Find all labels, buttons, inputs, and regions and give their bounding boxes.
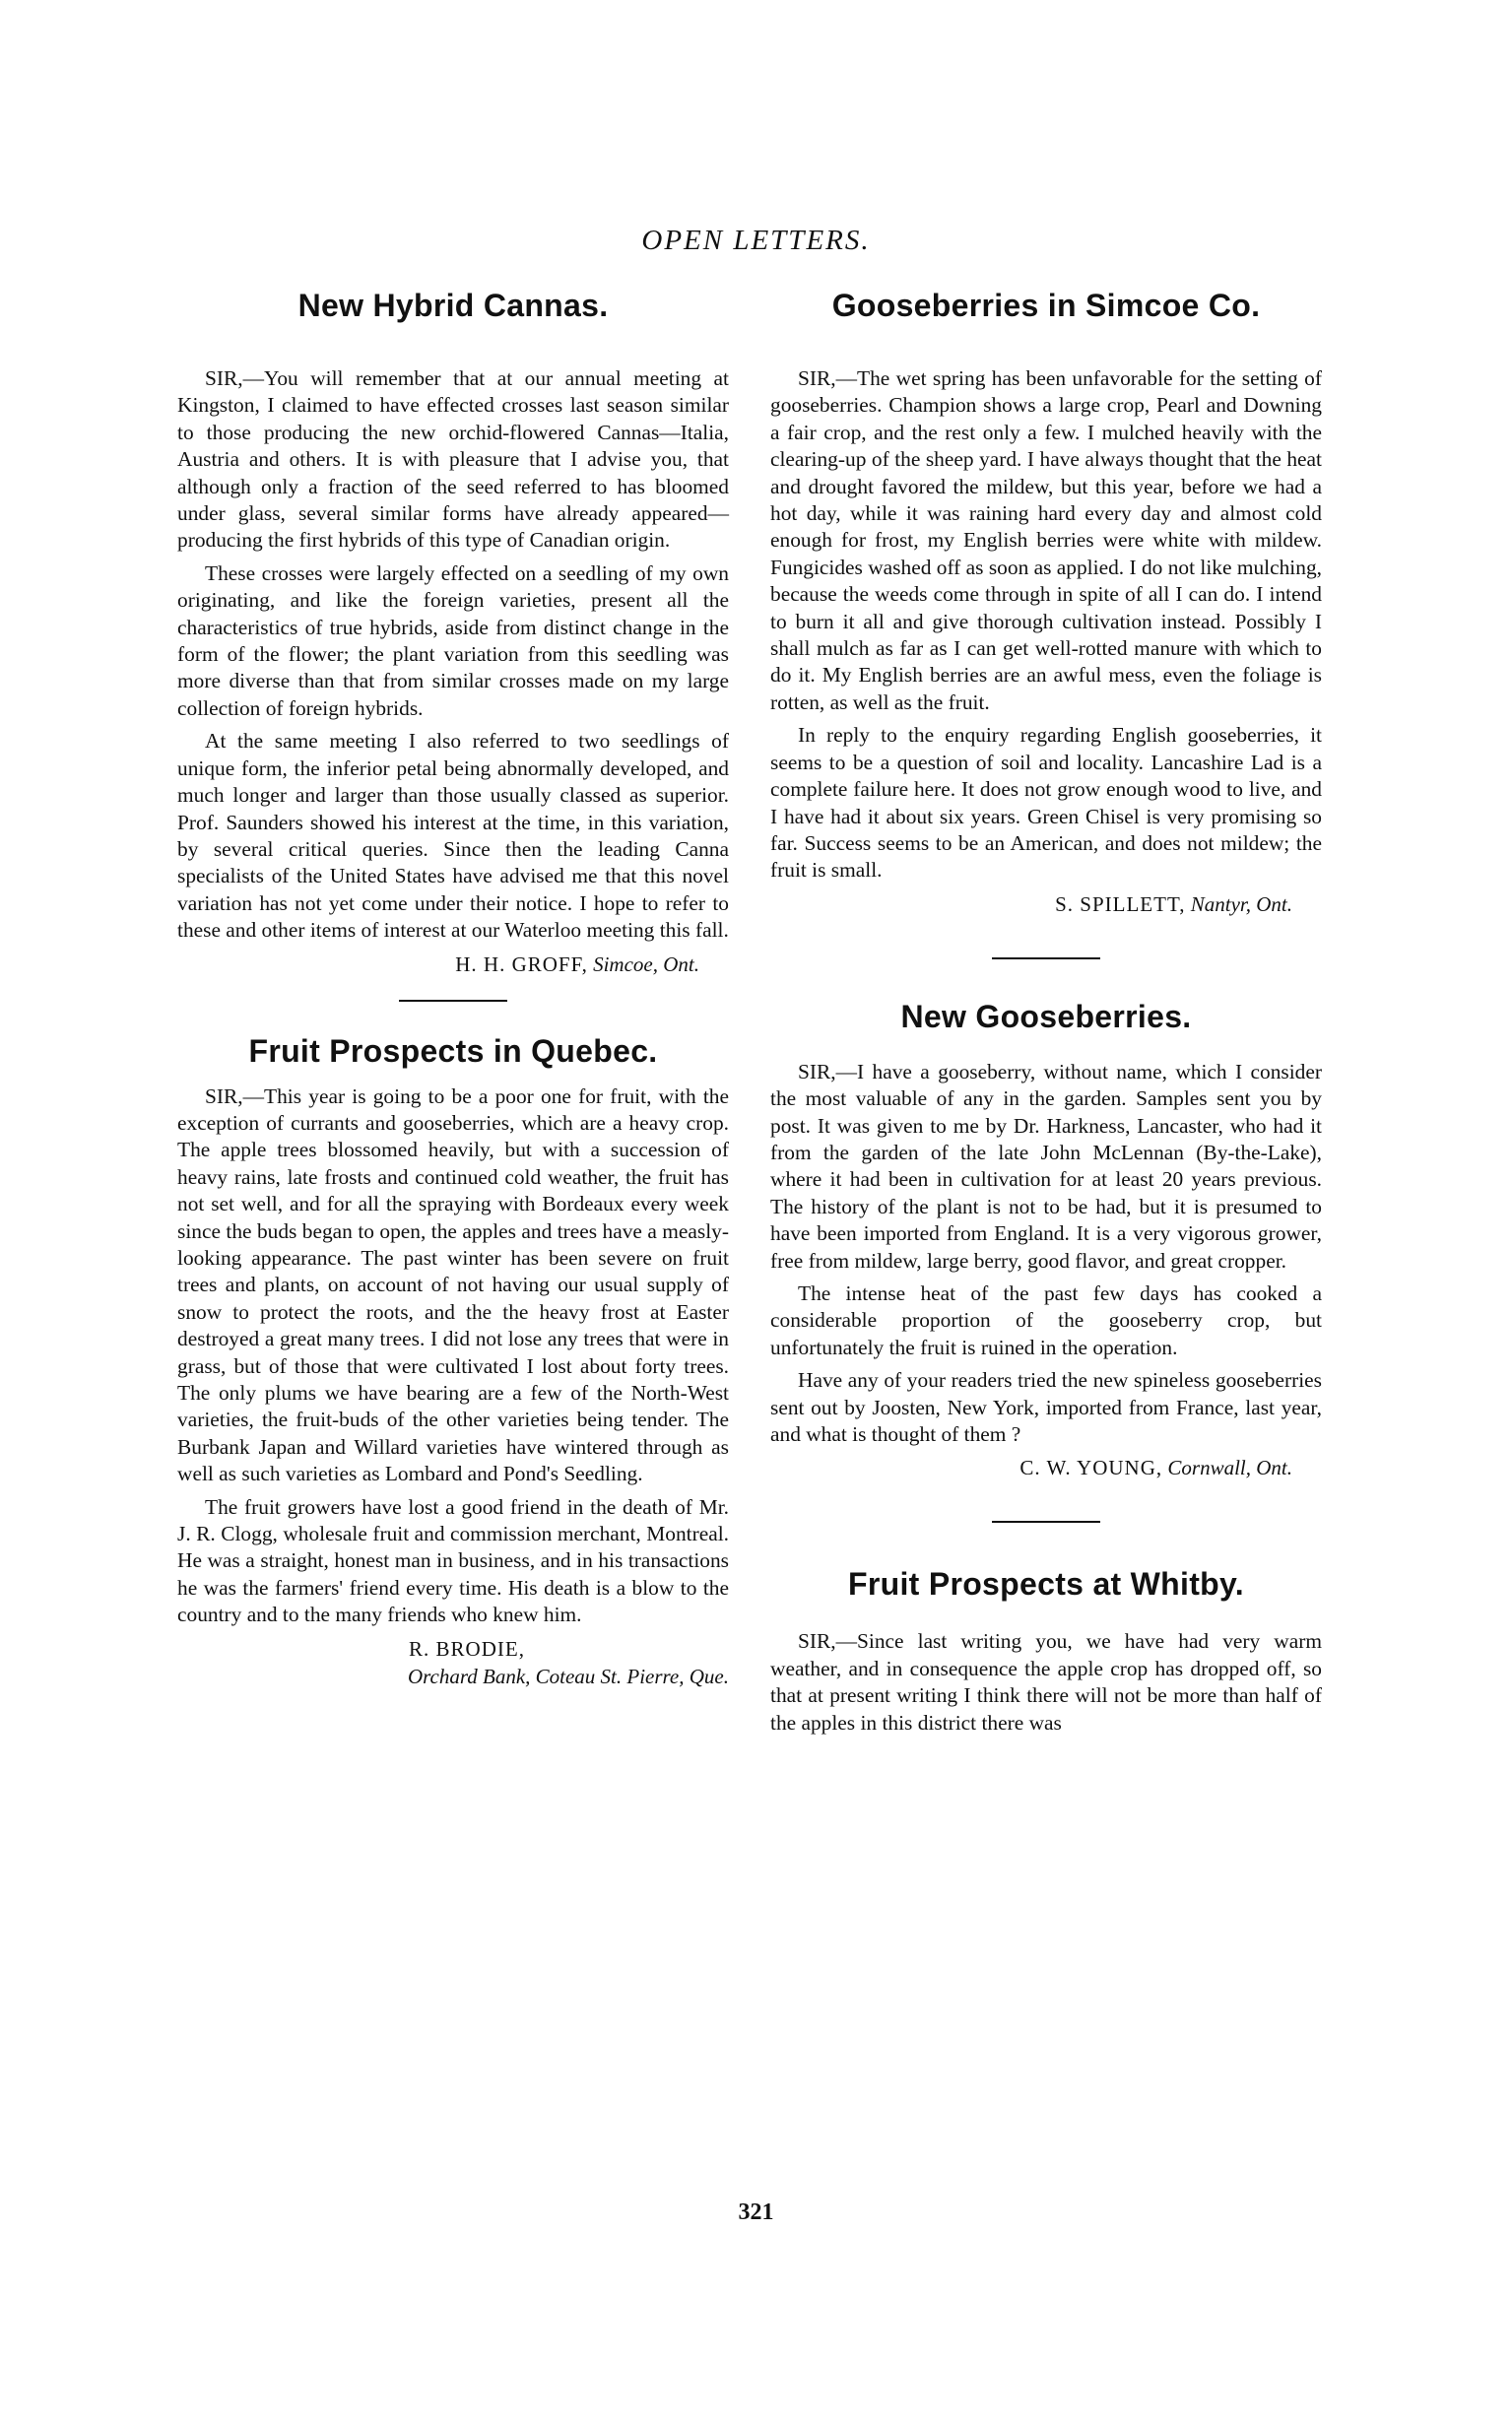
article-new-gooseberries (770, 999, 1322, 1482)
article-title: Fruit Prospects in Quebec. (248, 1032, 658, 1069)
article-gooseberries-simcoe (770, 288, 1322, 918)
article-paragraph: SIR,—I have a gooseberry, without name, which I consider the most valuable of any in the garden. Samples sent you by post. It was given to me by Dr. Harkness, Lancaster, who had it from the garden of the late John McLennan (By-the-Lake), where it had been in cultivation for at least 20 years previous. The history of the plant is not to be had, but it is presumed to have been imported from England. It is a very vigorous grower, free from mildew, large berry, good flavor, and great cropper. (770, 1059, 1322, 1273)
right-column (770, 288, 1322, 1742)
article-paragraph: The intense heat of the past few days has cooked a considerable proportion of the gooseberry crop, but unfortunately the fruit is ruined in the operation. (770, 1280, 1322, 1359)
signature-name: C. W. YOUNG, (1019, 1456, 1163, 1480)
signature-name: R. BRODIE, (409, 1636, 525, 1661)
signature-name: H. H. GROFF, (455, 952, 588, 976)
article-title: Gooseberries in Simcoe Co. (831, 288, 1261, 323)
signature-place: Orchard Bank, Coteau St. Pierre, Que. (407, 1664, 729, 1688)
article-signature (770, 1454, 1322, 1481)
section-divider (992, 1521, 1100, 1523)
article-signature (177, 1635, 729, 1663)
section-divider (399, 1000, 507, 1002)
signature-name: S. SPILLETT, (1055, 891, 1186, 916)
article-title: New Hybrid Cannas. (297, 288, 609, 323)
page-number: 321 (738, 2199, 774, 2225)
article-paragraph: In reply to the enquiry regarding English gooseberries, it seems to be a question of soil and locality. Lancashire Lad is a complete failure here. It does not grow enough wood to live, and I have had it about six years. Green Chisel is very promising so far. Success seems to be an American, and does not mildew; the fruit is small. (770, 723, 1322, 883)
article-paragraph: Have any of your readers tried the new spineless gooseberries sent out by Joosten, New York, imported from France, last year, and what is thought of them ? (770, 1368, 1322, 1446)
article-fruit-prospects-quebec (177, 1033, 729, 1690)
signature-place: Cornwall, Ont. (1167, 1456, 1292, 1480)
article-paragraph: The fruit growers have lost a good friend in the death of Mr. J. R. Clogg, wholesale fruit and commission merchant, Montreal. He was a straight, honest man in business, and in his transactions he was the farmers' friend every time. His death is a blow to the country and to the many friends who knew him. (177, 1494, 729, 1627)
article-title: Fruit Prospects at Whitby. (848, 1566, 1244, 1603)
article-fruit-prospects-whitby (770, 1566, 1322, 1737)
running-head: OPEN LETTERS. (641, 225, 871, 256)
signature-place: Simcoe, Ont. (593, 952, 699, 976)
article-paragraph: SIR,—You will remember that at our annual meeting at Kingston, I claimed to have effected crosses last season similar to those producing the new orchid-flowered Cannas—Italia, Austria and others. It is with pleasure that I advise you, that although only a fraction of the seed referred to has bloomed under glass, several similar forms have already appeared—producing the first hybrids of this type of Canadian origin. (177, 366, 729, 553)
article-signature (177, 951, 729, 978)
section-divider (992, 957, 1100, 959)
article-paragraph: At the same meeting I also referred to two seedlings of unique form, the inferior petal being abnormally developed, and much longer and larger than those usually classed as superior. Prof. Saunders showed his interest at the time, in this variation, by several critical queries. Since then the leading Canna specialists of the United States have advised me that this novel variation has not yet come under their notice. I hope to refer to these and other items of interest at our Waterloo meeting this fall. (177, 729, 729, 943)
article-paragraph: These crosses were largely effected on a seedling of my own originating, and like the foreign varieties, present all the characteristics of true hybrids, aside from distinct change in the form of the flower; the plant variation from this seedling was more diverse than that from similar crosses made on my large collection of foreign hybrids. (177, 560, 729, 720)
signature-place: Nantyr, Ont. (1190, 891, 1292, 916)
article-paragraph: SIR,—This year is going to be a poor one for fruit, with the exception of currants and gooseberries, which are a heavy crop. The apple trees blossomed heavily, but with a succession of heavy rains, late frosts and continued cold weather, the fruit has not set well, and for all the spraying with Bordeaux every week since the buds began to open, the apples and trees have a measly-looking appearance. The past winter has been severe on fruit trees and plants, on account of not having our usual supply of snow to protect the roots, and the the heavy frost at Easter destroyed a great many trees. I did not lose any trees that were in grass, but of those that were cultivated I lost about forty trees. The only plums we have bearing are a few of the North-West varieties, the fruit-buds of the other varieties being tender. The Burbank Japan and Willard varieties have wintered through as well as such varieties as Lombard and Pond's Seedling. (177, 1083, 729, 1486)
article-paragraph: SIR,—The wet spring has been unfavorable for the setting of gooseberries. Champion shows a large crop, Pearl and Downing a fair crop, and the rest only a few. I mulched heavily with the clearing-up of the sheep yard. I have always thought that the heat and drought favored the mildew, but this year, before we had a hot day, while it was raining hard every day and almost cold enough for frost, my English berries were white with mildew. Fungicides washed off as soon as applied. I do not like mulching, because the weeds come through in spite of all I can do. I intend to burn it all and give thorough cultivation instead. Possibly I shall mulch as far as I can get well-rotted manure with which to do it. My English berries are an awful mess, even the foliage is rotten, as well as the fruit. (770, 366, 1322, 714)
article-new-hybrid-cannas (177, 288, 729, 978)
article-signature (770, 890, 1322, 918)
left-column (177, 288, 729, 1690)
article-title: New Gooseberries. (900, 998, 1192, 1034)
article-paragraph: SIR,—Since last writing you, we have had very warm weather, and in consequence the apple crop has dropped off, so that at present writing I think there will not be more than half of the apples in this district there was (770, 1629, 1322, 1735)
